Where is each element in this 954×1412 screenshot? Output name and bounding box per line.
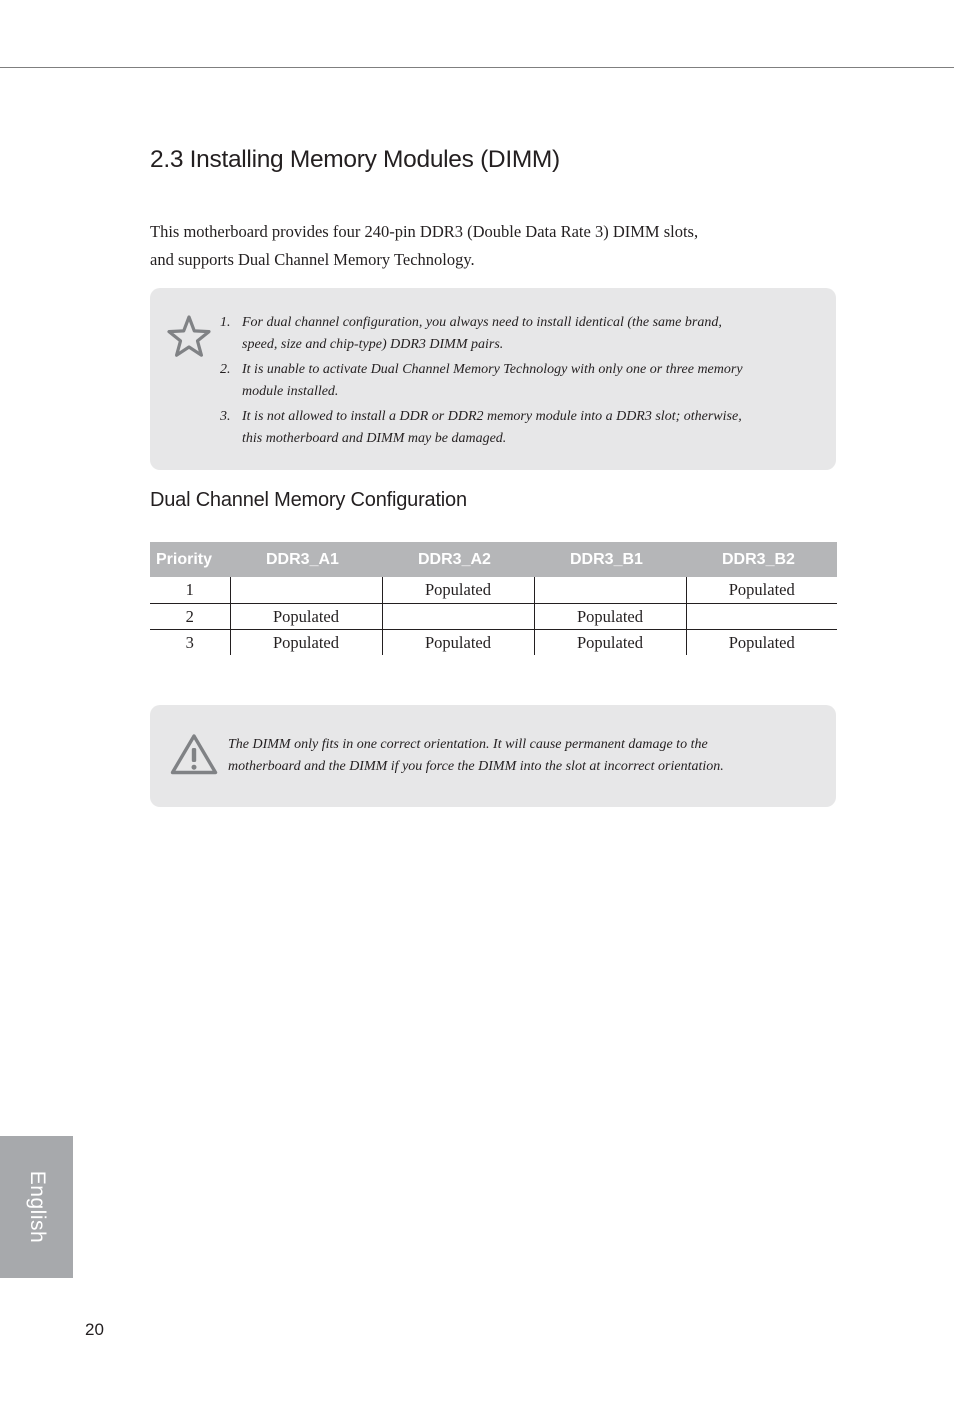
table-row	[150, 577, 837, 604]
note-item-line: It is not allowed to install a DDR or DDR2 memory module into a DDR3 slot; otherwise,	[242, 409, 742, 424]
dual-channel-config-table	[150, 542, 837, 655]
note-item-line: speed, size and chip-type) DDR3 DIMM pairs.	[242, 336, 504, 352]
header-ddr3-a1: DDR3_A1	[230, 542, 382, 577]
note-item	[220, 359, 790, 402]
priority-cell: 3	[185, 632, 194, 652]
warning-line-1: The DIMM only fits in one correct orientation. It will cause permanent damage to the	[228, 737, 708, 752]
slot-cell	[686, 604, 837, 630]
slot-cell: Populated	[534, 604, 686, 630]
section-title: 2.3 Installing Memory Modules (DIMM)	[150, 146, 560, 173]
note-item-number: 2.	[220, 362, 231, 377]
slot-cell: Populated	[534, 630, 686, 656]
priority-cell: 1	[150, 577, 230, 604]
slot-cell: Populated	[382, 630, 534, 656]
header-ddr3-b2: DDR3_B2	[686, 542, 837, 577]
note-item-line: It is unable to activate Dual Channel Memory Technology with only one or three memory	[242, 362, 743, 377]
warning-text	[228, 734, 818, 777]
slot-cell: Populated	[230, 604, 382, 630]
header-priority: Priority	[150, 542, 230, 577]
header-ddr3-a2: DDR3_A2	[382, 542, 534, 577]
note-item-line: module installed.	[242, 383, 339, 399]
slot-cell: Populated	[686, 577, 837, 604]
intro-line-2: and supports Dual Channel Memory Technology.	[150, 250, 475, 269]
language-label: English	[25, 1170, 49, 1244]
note-list	[220, 312, 790, 449]
warning-box	[150, 705, 836, 807]
table-row	[150, 604, 837, 630]
slot-cell: Populated	[230, 630, 382, 656]
note-item-number: 3.	[220, 409, 231, 424]
header-ddr3-b1: DDR3_B1	[534, 542, 686, 577]
star-icon	[166, 314, 212, 358]
config-title: Dual Channel Memory Configuration	[150, 489, 467, 511]
note-item	[220, 312, 790, 355]
table-row	[150, 630, 837, 656]
slot-cell	[382, 604, 534, 630]
warning-line-2: motherboard and the DIMM if you force the DIMM into the slot at incorrect orientation.	[228, 758, 724, 774]
page-number: 20	[85, 1320, 104, 1339]
slot-cell	[230, 577, 382, 604]
note-item-number: 1.	[220, 315, 231, 330]
slot-cell: Populated	[382, 577, 534, 604]
warning-icon	[170, 733, 218, 775]
note-box	[150, 288, 836, 470]
note-item-line: this motherboard and DIMM may be damaged.	[242, 430, 507, 446]
intro-paragraph	[150, 218, 790, 274]
language-side-tab	[0, 1136, 73, 1278]
note-item	[220, 406, 790, 449]
note-item-line: For dual channel configuration, you always need to install identical (the same brand,	[242, 315, 722, 330]
table-header-row	[150, 542, 837, 577]
slot-cell	[534, 577, 686, 604]
priority-cell: 2	[150, 604, 230, 630]
slot-cell: Populated	[686, 630, 837, 656]
top-rule	[0, 67, 954, 68]
intro-line-1: This motherboard provides four 240-pin DDR3 (Double Data Rate 3) DIMM slots,	[150, 222, 699, 241]
